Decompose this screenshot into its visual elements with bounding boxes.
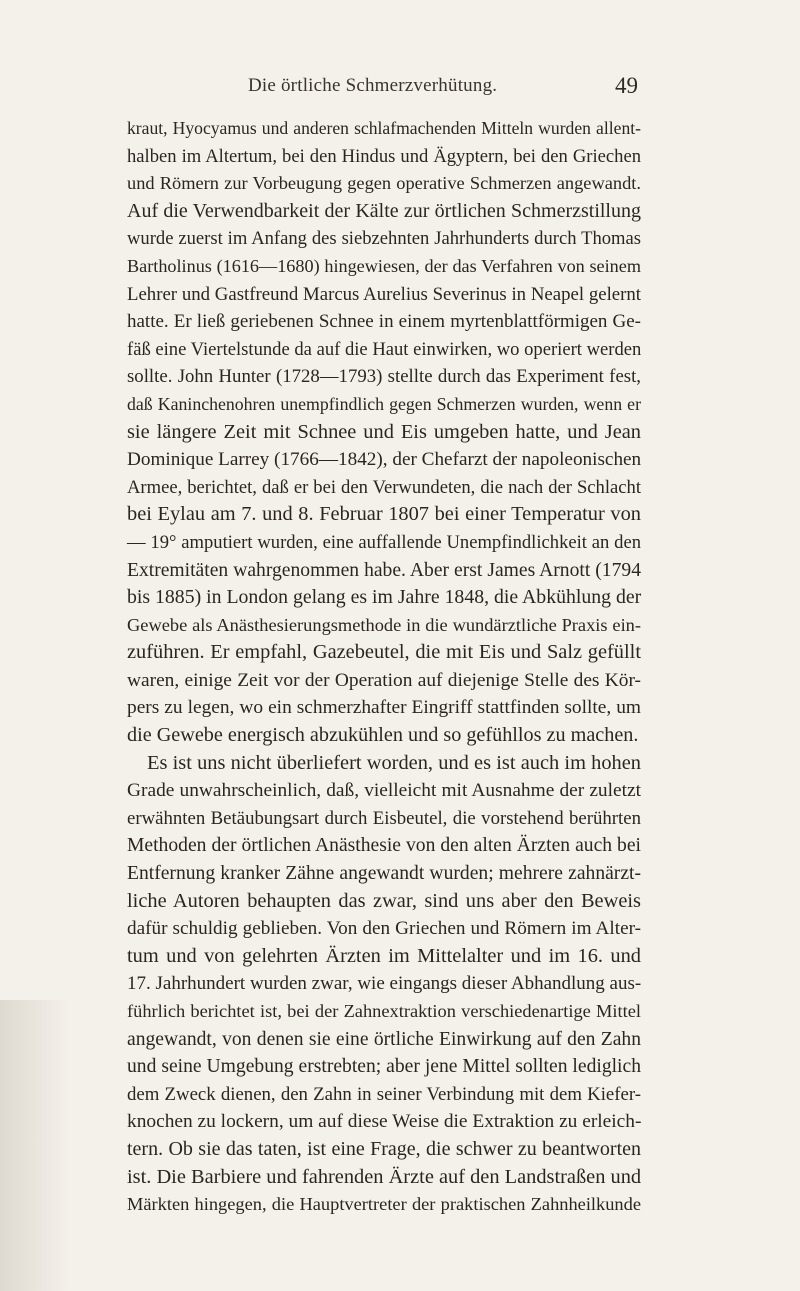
text-line: tum und von gelehrten Ärzten im Mittelalter und im 16. und [127, 944, 641, 967]
text-line: Lehrer und Gastfreund Marcus Aurelius Severinus in Neapel gelernt [127, 283, 641, 305]
text-line: Dominique Larrey (1766—1842), der Chefarzt der napoleonischen [127, 449, 642, 471]
text-line: wurde zuerst im Anfang des siebzehnten Jahrhunderts durch Thomas [127, 228, 641, 250]
text-line: Es ist uns nicht überliefert worden, und es ist auch im hohen [147, 751, 641, 774]
text-line: die Gewebe energisch abzukühlen und so gefühllos zu machen. [127, 724, 639, 747]
text-line: knochen zu lockern, um auf diese Weise die Extraktion zu erleich- [127, 1111, 642, 1133]
text-line: Extremitäten wahrgenommen habe. Aber erst James Arnott (1794 [127, 559, 641, 581]
text-line: daß Kaninchenohren unempfindlich gegen Schmerzen wurden, wenn er [127, 393, 641, 414]
text-line: pers zu legen, wo ein schmerzhafter Eingriff stattfinden sollte, um [127, 697, 641, 719]
text-line: sie längere Zeit mit Schnee und Eis umgeben hatte, und Jean [127, 420, 641, 443]
text-line: und seine Umgebung erstrebten; aber jene Mittel sollten lediglich [127, 1056, 641, 1078]
text-line: Armee, berichtet, daß er bei den Verwundeten, die nach der Schlacht [127, 476, 641, 498]
body-text [127, 115, 641, 1219]
text-line: tern. Ob sie das taten, ist eine Frage, die schwer zu beantworten [127, 1137, 641, 1160]
text-line: kraut, Hyocyamus und anderen schlafmachenden Mitteln wurden allent- [127, 118, 641, 138]
text-line: Bartholinus (1616—1680) hingewiesen, der das Verfahren von seinem [127, 255, 641, 276]
text-line: und Römern zur Vorbeugung gegen operative Schmerzen angewandt. [127, 173, 641, 194]
text-line: ist. Die Barbiere und fahrenden Ärzte auf den Landstraßen und [127, 1165, 642, 1188]
text-line: hatte. Er ließ geriebenen Schnee in einem myrtenblattförmigen Ge- [127, 311, 641, 333]
page-edge-shadow [0, 1000, 70, 1291]
text-line: Methoden der örtlichen Anästhesie von den alten Ärzten auch bei [127, 835, 641, 857]
text-line: Entfernung kranker Zähne angewandt wurden; mehrere zahnärzt- [127, 863, 641, 885]
text-line: angewandt, von denen sie eine örtliche Einwirkung auf den Zahn [127, 1028, 641, 1050]
text-line: halben im Altertum, bei den Hindus und Ägyptern, bei den Griechen [127, 145, 641, 167]
text-line: Auf die Verwendbarkeit der Kälte zur örtlichen Schmerzstillung [127, 199, 641, 222]
text-line: 17. Jahrhundert wurden zwar, wie eingangs dieser Abhandlung aus- [127, 973, 642, 995]
text-line: Märkten hingegen, die Hauptvertreter der praktischen Zahnheilkunde [127, 1194, 641, 1215]
text-line: fäß eine Viertelstunde da auf die Haut einwirken, wo operiert werden [127, 338, 642, 360]
running-head-title: Die örtliche Schmerzverhütung. [248, 75, 498, 96]
page-number: 49 [615, 73, 638, 98]
text-line: Gewebe als Anästhesierungsmethode in die wundärztliche Praxis ein- [127, 614, 641, 635]
text-line: sollte. John Hunter (1728—1793) stellte durch das Experiment fest, [127, 366, 641, 388]
text-line: bei Eylau am 7. und 8. Februar 1807 bei einer Temperatur von [127, 503, 641, 526]
text-line: liche Autoren behaupten das zwar, sind uns aber den Beweis [127, 889, 641, 912]
text-line: erwähnten Betäubungsart durch Eisbeutel, die vorstehend berührten [127, 807, 641, 829]
text-line: — 19° amputiert wurden, eine auffallende Unempfindlichkeit an den [127, 531, 641, 553]
text-line: führlich berichtet ist, bei der Zahnextraktion verschiedenartige Mittel [127, 1001, 641, 1021]
text-line: dem Zweck dienen, den Zahn in seiner Verbindung mit dem Kiefer- [127, 1083, 641, 1105]
text-line: waren, einige Zeit vor der Operation auf diejenige Stelle des Kör- [127, 669, 641, 691]
text-line: Grade unwahrscheinlich, daß, vielleicht mit Ausnahme der zuletzt [127, 780, 641, 802]
text-line: bis 1885) in London gelang es im Jahre 1848, die Abkühlung der [127, 586, 642, 609]
text-line: zuführen. Er empfahl, Gazebeutel, die mit Eis und Salz gefüllt [127, 641, 641, 664]
text-line: dafür schuldig geblieben. Von den Griechen und Römern im Alter- [127, 918, 641, 940]
